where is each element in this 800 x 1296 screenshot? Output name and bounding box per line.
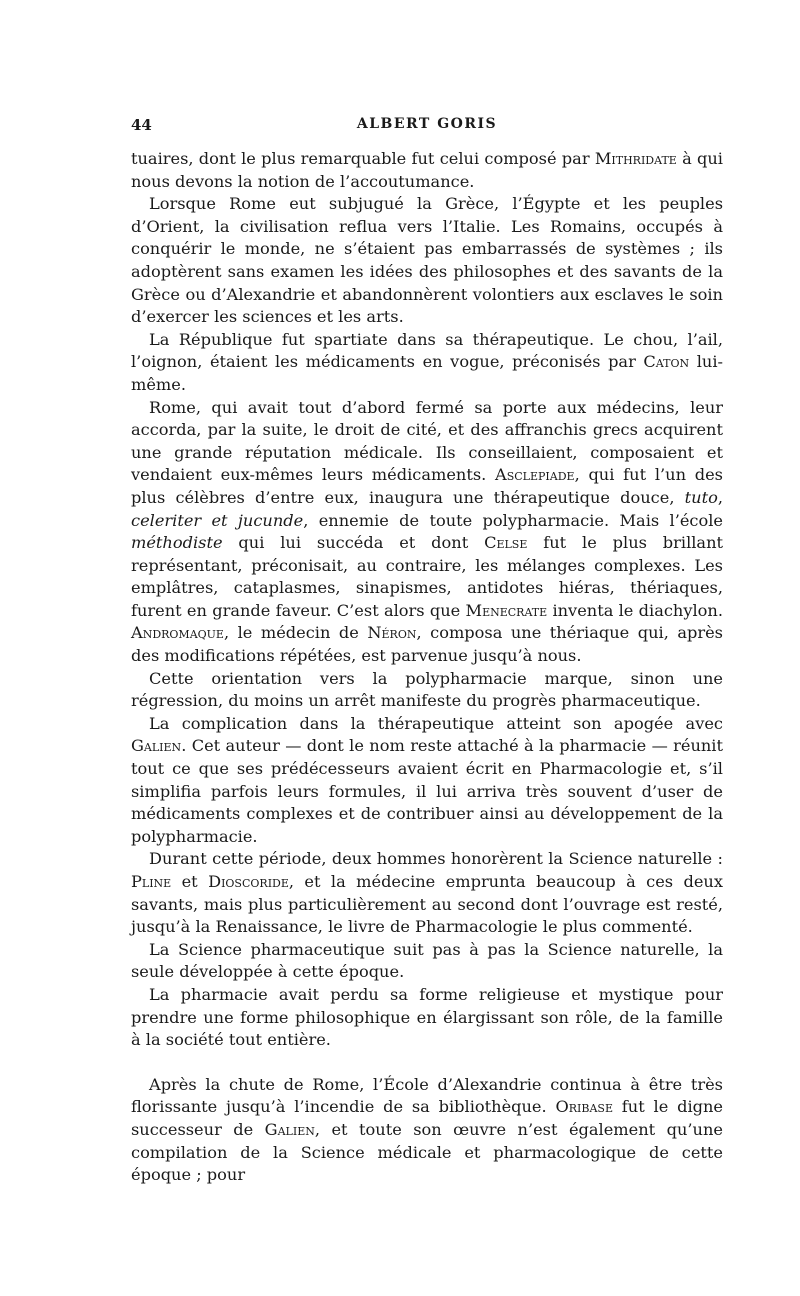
paragraph xyxy=(131,848,723,938)
text-run: Durant cette période, deux hommes honorèrent la Science naturelle : xyxy=(149,849,723,869)
person-name: Celse xyxy=(484,533,528,553)
text-run: fut le digne successeur de xyxy=(131,1097,724,1139)
text-run: et xyxy=(171,872,209,891)
person-name: Dioscoride xyxy=(208,872,289,891)
paragraph xyxy=(131,668,723,713)
italic-text: tuto xyxy=(684,487,718,507)
text-run: , et la médecine emprunta beaucoup à ces deux savants, mais plus particulièrement au second dont l’ouvrage est resté, jusqu’à la Renaissance, le livre de Pharmacologie le plus commenté. xyxy=(131,872,723,937)
page-number: 44 xyxy=(131,116,152,134)
text-run: , ennemie de toute polypharmacie. Mais l’école xyxy=(303,510,723,530)
text-run: La complication dans la thérapeutique atteint son apogée avec xyxy=(149,713,723,733)
page-header xyxy=(131,116,723,140)
text-run: , composa une thériaque qui, après des modifications répétées, est parvenue jusqu’à nous. xyxy=(131,623,723,666)
person-name: Asclepiade xyxy=(495,465,575,485)
body-text xyxy=(131,148,723,1187)
text-run: Après la chute de Rome, l’École d’Alexandrie continua à être très florissante jusqu’à l’incendie de sa bibliothèque. xyxy=(131,1074,723,1117)
paragraph xyxy=(131,148,723,193)
text-run: à qui nous devons la notion de l’accoutumance. xyxy=(131,149,723,191)
text-run: , le médecin de xyxy=(223,623,368,643)
person-name: Galien xyxy=(264,1119,315,1139)
text-run: Rome, qui avait tout d’abord fermé sa porte aux médecins, leur accorda, par la suite, le droit de cité, et des affranchis grecs acquirent une grande réputation médicale. Ils conseillaient, composaient et vendaient eux-mêmes leurs médicaments. xyxy=(131,397,723,485)
paragraph xyxy=(131,1074,723,1187)
person-name: Mithridate xyxy=(594,149,677,168)
text-run: La Science pharmaceutique suit pas à pas la Science naturelle, la seule développée à cette époque. xyxy=(131,939,723,982)
text-run: Cette orientation vers la polypharmacie marque, sinon une régression, du moins un arrêt manifeste du progrès pharmaceutique. xyxy=(131,668,723,711)
paragraph xyxy=(131,329,723,397)
running-title: ALBERT GORIS xyxy=(356,116,498,132)
paragraph xyxy=(131,984,723,1052)
text-run: inventa le diachylon. xyxy=(547,600,723,620)
text-run: Lorsque Rome eut subjugué la Grèce, l’Égypte et les peuples d’Orient, la civilisation reflua vers l’Italie. Les Romains, occupés à conquérir le monde, ne s’étaient pas embarrassés de systèmes ; ils adoptèrent sans examen les idées des philosophes et des savants de la Grèce ou d’Alexandrie et abandonnèrent volontiers aux esclaves le soin d’exercer les sciences et les arts. xyxy=(131,194,723,327)
text-run: fut le plus brillant représentant, préconisait, au contraire, les mélanges complexes. Les emplâtres, cataplasmes, sinapismes, antidotes hiéras, thériaques, furent en grande faveur. C’est alors que xyxy=(131,533,724,620)
text-run: , qui fut l’un des plus célèbres d’entre eux, inaugura une thérapeutique douce, xyxy=(131,465,723,507)
text-run: tuaires, dont le plus remarquable fut celui composé par xyxy=(131,149,595,168)
italic-text: méthodiste xyxy=(131,533,223,553)
text-run: qui lui succéda et dont xyxy=(222,533,485,553)
person-name: Oribase xyxy=(555,1097,613,1117)
text-run: , xyxy=(717,487,723,507)
person-name: Pline xyxy=(131,872,172,891)
paragraph xyxy=(131,397,723,668)
text-run: , et toute son œuvre n’est également qu’une compilation de la Science médicale et pharmacologique de cette époque ; pour xyxy=(131,1119,723,1185)
italic-text: celeriter et jucunde xyxy=(131,510,304,530)
person-name: Menecrate xyxy=(465,600,548,620)
person-name: Néron xyxy=(367,623,417,643)
text-run: La République fut spartiate dans sa thérapeutique. Le chou, l’ail, l’oignon, étaient les médicaments en vogue, préconisés par xyxy=(131,329,723,372)
person-name: Andromaque xyxy=(131,623,224,643)
text-run: lui-même. xyxy=(131,352,723,394)
paragraph xyxy=(131,193,723,329)
text-run: La pharmacie avait perdu sa forme religieuse et mystique pour prendre une forme philosophique en élargissant son rôle, de la famille à la société tout entière. xyxy=(131,984,723,1050)
text-run: . Cet auteur — dont le nom reste attaché à la pharmacie — réunit tout ce que ses prédécesseurs avaient écrit en Pharmacologie et, s’il simplifia parfois leurs formules, il lui arriva très souvent d’user de médicaments complexes et de contribuer ainsi au développement de la polypharmacie. xyxy=(131,736,723,846)
paragraph xyxy=(131,939,723,984)
paragraph xyxy=(131,713,723,849)
section-gap xyxy=(131,1052,723,1074)
person-name: Galien xyxy=(131,736,182,756)
person-name: Caton xyxy=(643,352,690,372)
